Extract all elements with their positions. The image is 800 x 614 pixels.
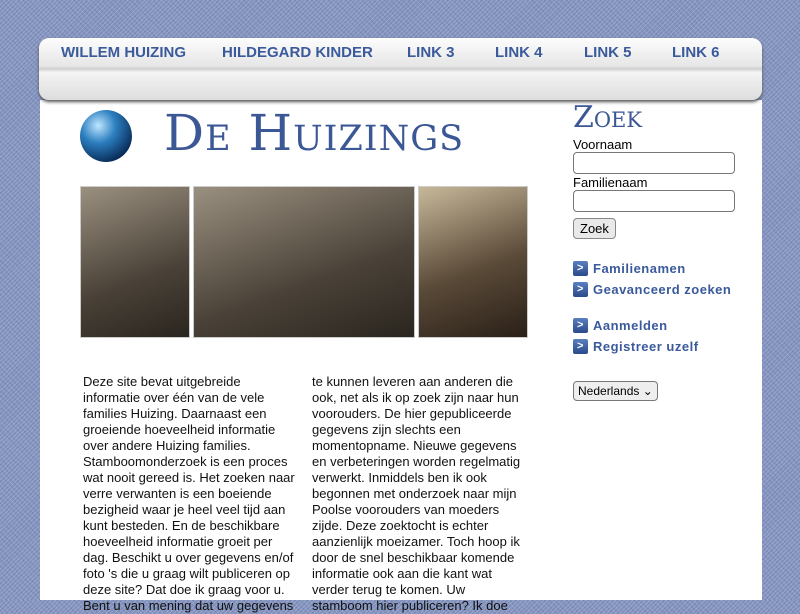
search-button[interactable]: Zoek (573, 218, 616, 239)
first-name-label: Voornaam (573, 137, 633, 152)
arrow-right-icon: > (573, 339, 588, 354)
last-name-input[interactable] (573, 190, 735, 212)
search-title: Zoek (573, 100, 643, 135)
photo-couple-2 (418, 186, 528, 338)
link-label: Geavanceerd zoeken (593, 282, 732, 297)
photo-family-group (193, 186, 415, 338)
intro-text-col1: Deze site bevat uitgebreide informatie over één van de vele families Huizing. Daarnaast een groeiende hoeveelheid informatie over andere Huizing families. Stamboomonderzoek is een proces wat nooit gereed is. Het zoeken naar verre verwanten is een boeiende bezigheid waar je heel veel tijd aan kunt besteden. En de beschikbare hoeveelheid informatie groeit per dag. Beschikt u over gegevens en/of foto 's die u graag wilt publiceren op deze site? Dat doe ik graag voor u. Bent u van mening dat uw gegevens (83, 374, 295, 613)
top-nav (39, 38, 762, 100)
arrow-right-icon: > (573, 282, 588, 297)
first-name-input[interactable] (573, 152, 735, 174)
arrow-right-icon: > (573, 261, 588, 276)
language-select[interactable] (573, 381, 658, 401)
link-label: Familienamen (593, 261, 686, 276)
intro-text-col2: te kunnen leveren aan anderen die ook, net als ik op zoek zijn naar hun voorouders. De hier gepubliceerde gegevens zijn slechts een momentopname. Nieuwe gegevens en verbeteringen worden regelmatig verwerkt. Inmiddels ben ik ook begonnen met onderzoek naar mijn Poolse voorouders van moeders zijde. Deze zoektocht is echter aanzienlijk moeizamer. Toch hoop ik door de snel beschikbaar komende informatie ook aan die kant wat verder terug te komen. Uw stamboom hier publiceren? Ik doe (312, 374, 521, 613)
nav-link-3[interactable]: LINK 3 (407, 44, 455, 61)
link-geavanceerd-zoeken[interactable] (573, 282, 731, 297)
globe-logo-icon (80, 110, 132, 162)
link-label: Aanmelden (593, 318, 668, 333)
language-value: Nederlands (578, 384, 640, 398)
nav-link-5[interactable]: LINK 5 (584, 44, 632, 61)
nav-link-6[interactable]: LINK 6 (672, 44, 720, 61)
nav-willem-huizing[interactable]: WILLEM HUIZING (61, 44, 186, 61)
link-aanmelden[interactable] (573, 318, 668, 333)
arrow-right-icon: > (573, 318, 588, 333)
link-registreer[interactable] (573, 339, 699, 354)
nav-link-4[interactable]: LINK 4 (495, 44, 543, 61)
site-title: De Huizings (164, 104, 465, 162)
chevron-down-icon: ⌄ (642, 384, 653, 398)
link-familienamen[interactable] (573, 261, 686, 276)
link-label: Registreer uzelf (593, 339, 699, 354)
photo-couple-1 (80, 186, 190, 338)
last-name-label: Familienaam (573, 175, 648, 190)
nav-hildegard-kinder[interactable]: HILDEGARD KINDER (222, 44, 373, 61)
